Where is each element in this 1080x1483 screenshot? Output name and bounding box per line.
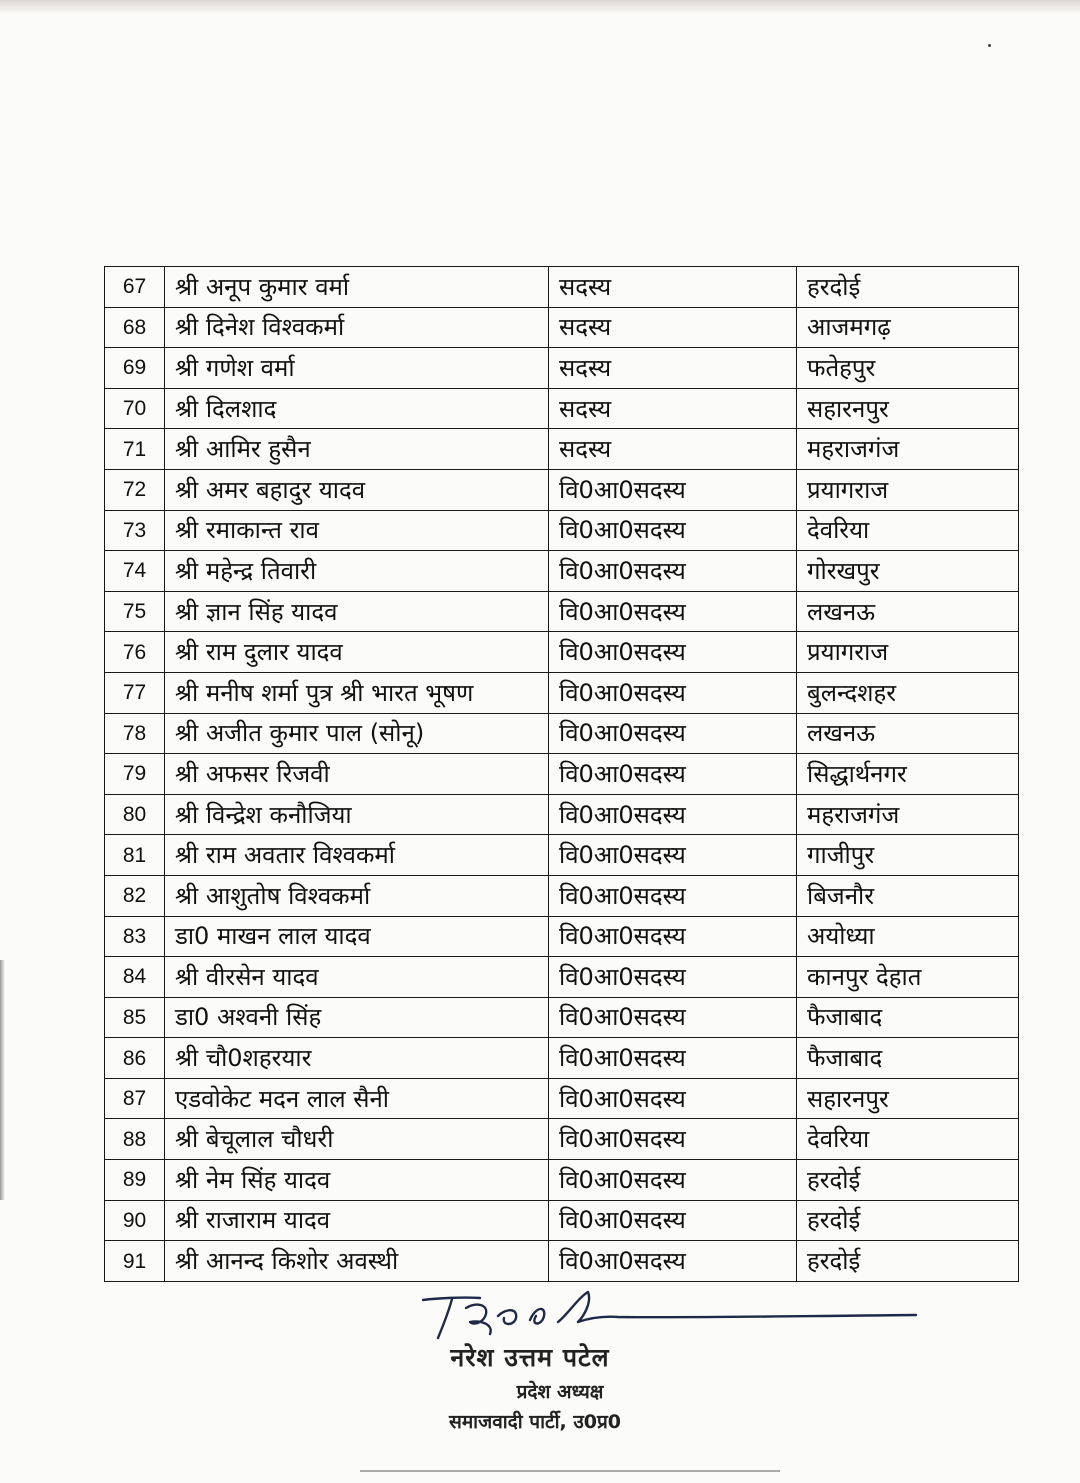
member-name-cell: श्री महेन्द्र तिवारी xyxy=(165,551,549,592)
table-row xyxy=(105,957,1019,998)
member-post-cell: सदस्य xyxy=(549,429,797,470)
table-row xyxy=(105,469,1019,510)
member-post-cell: वि0आ0सदस्य xyxy=(549,551,797,592)
member-post-cell: वि0आ0सदस्य xyxy=(549,916,797,957)
table-row xyxy=(105,875,1019,916)
serial-number-cell: 69 xyxy=(105,348,165,389)
serial-number-cell: 91 xyxy=(105,1241,165,1282)
member-post-cell: सदस्य xyxy=(549,388,797,429)
serial-number-cell: 71 xyxy=(105,429,165,470)
member-post-cell: वि0आ0सदस्य xyxy=(549,997,797,1038)
member-name-cell: एडवोकेट मदन लाल सैनी xyxy=(165,1078,549,1119)
serial-number-cell: 81 xyxy=(105,835,165,876)
table-row xyxy=(105,1241,1019,1282)
serial-number-cell: 88 xyxy=(105,1119,165,1160)
district-cell: लखनऊ xyxy=(797,591,1019,632)
table-row xyxy=(105,713,1019,754)
member-post-cell: वि0आ0सदस्य xyxy=(549,875,797,916)
district-cell: कानपुर देहात xyxy=(797,957,1019,998)
member-name-cell: श्री आमिर हुसैन xyxy=(165,429,549,470)
table-row xyxy=(105,551,1019,592)
district-cell: आजमगढ़ xyxy=(797,307,1019,348)
member-name-cell: श्री दिलशाद xyxy=(165,388,549,429)
member-post-cell: वि0आ0सदस्य xyxy=(549,1038,797,1079)
member-name-cell: श्री विन्द्रेश कनौजिया xyxy=(165,794,549,835)
table-row xyxy=(105,672,1019,713)
paper-speck xyxy=(988,44,991,47)
district-cell: देवरिया xyxy=(797,1119,1019,1160)
district-cell: फैजाबाद xyxy=(797,997,1019,1038)
member-name-cell: श्री अमर बहादुर यादव xyxy=(165,469,549,510)
table-row xyxy=(105,348,1019,389)
member-post-cell: वि0आ0सदस्य xyxy=(549,835,797,876)
serial-number-cell: 84 xyxy=(105,957,165,998)
member-name-cell: श्री ज्ञान सिंह यादव xyxy=(165,591,549,632)
serial-number-cell: 80 xyxy=(105,794,165,835)
signatory-name: नरेश उत्तम पटेल xyxy=(450,1343,610,1372)
member-post-cell: वि0आ0सदस्य xyxy=(549,510,797,551)
member-list-table xyxy=(104,266,1019,1282)
member-post-cell: सदस्य xyxy=(549,267,797,308)
member-name-cell: श्री गणेश वर्मा xyxy=(165,348,549,389)
member-name-cell: श्री आशुतोष विश्वकर्मा xyxy=(165,875,549,916)
serial-number-cell: 67 xyxy=(105,267,165,308)
district-cell: प्रयागराज xyxy=(797,632,1019,673)
member-name-cell: श्री दिनेश विश्वकर्मा xyxy=(165,307,549,348)
member-post-cell: सदस्य xyxy=(549,307,797,348)
table-row xyxy=(105,1160,1019,1201)
member-post-cell: वि0आ0सदस्य xyxy=(549,957,797,998)
signature-block xyxy=(400,1340,660,1434)
serial-number-cell: 85 xyxy=(105,997,165,1038)
district-cell: हरदोई xyxy=(797,1160,1019,1201)
member-post-cell: वि0आ0सदस्य xyxy=(549,1119,797,1160)
district-cell: सहारनपुर xyxy=(797,1078,1019,1119)
member-name-cell: श्री राम दुलार यादव xyxy=(165,632,549,673)
scan-edge-shadow-left xyxy=(0,960,5,1200)
serial-number-cell: 83 xyxy=(105,916,165,957)
serial-number-cell: 89 xyxy=(105,1160,165,1201)
district-cell: फैजाबाद xyxy=(797,1038,1019,1079)
member-name-cell: श्री अफसर रिजवी xyxy=(165,754,549,795)
district-cell: लखनऊ xyxy=(797,713,1019,754)
table-row xyxy=(105,267,1019,308)
table-row xyxy=(105,1200,1019,1241)
district-cell: प्रयागराज xyxy=(797,469,1019,510)
table-row xyxy=(105,429,1019,470)
district-cell: हरदोई xyxy=(797,1200,1019,1241)
member-post-cell: वि0आ0सदस्य xyxy=(549,469,797,510)
member-post-cell: वि0आ0सदस्य xyxy=(549,1078,797,1119)
member-post-cell: सदस्य xyxy=(549,348,797,389)
member-post-cell: वि0आ0सदस्य xyxy=(549,1241,797,1282)
member-name-cell: श्री रमाकान्त राव xyxy=(165,510,549,551)
member-name-cell: श्री बेचूलाल चौधरी xyxy=(165,1119,549,1160)
member-name-cell: डा0 अश्वनी सिंह xyxy=(165,997,549,1038)
scan-edge-shadow xyxy=(0,0,1080,14)
serial-number-cell: 74 xyxy=(105,551,165,592)
table-row xyxy=(105,1119,1019,1160)
table-row xyxy=(105,632,1019,673)
table-row xyxy=(105,307,1019,348)
district-cell: महराजगंज xyxy=(797,429,1019,470)
member-post-cell: वि0आ0सदस्य xyxy=(549,1200,797,1241)
table-row xyxy=(105,1078,1019,1119)
serial-number-cell: 73 xyxy=(105,510,165,551)
district-cell: हरदोई xyxy=(797,1241,1019,1282)
member-name-cell: श्री मनीष शर्मा पुत्र श्री भारत भूषण xyxy=(165,672,549,713)
serial-number-cell: 78 xyxy=(105,713,165,754)
district-cell: हरदोई xyxy=(797,267,1019,308)
table-row xyxy=(105,754,1019,795)
serial-number-cell: 79 xyxy=(105,754,165,795)
member-post-cell: वि0आ0सदस्य xyxy=(549,591,797,632)
member-name-cell: डा0 माखन लाल यादव xyxy=(165,916,549,957)
serial-number-cell: 75 xyxy=(105,591,165,632)
district-cell: सहारनपुर xyxy=(797,388,1019,429)
table-row xyxy=(105,916,1019,957)
table-row xyxy=(105,794,1019,835)
serial-number-cell: 86 xyxy=(105,1038,165,1079)
member-post-cell: वि0आ0सदस्य xyxy=(549,672,797,713)
serial-number-cell: 76 xyxy=(105,632,165,673)
member-post-cell: वि0आ0सदस्य xyxy=(549,1160,797,1201)
member-post-cell: वि0आ0सदस्य xyxy=(549,794,797,835)
signatory-title: प्रदेश अध्यक्ष xyxy=(516,1381,604,1403)
member-name-cell: श्री अनूप कुमार वर्मा xyxy=(165,267,549,308)
member-post-cell: वि0आ0सदस्य xyxy=(549,754,797,795)
district-cell: गोरखपुर xyxy=(797,551,1019,592)
table-row xyxy=(105,997,1019,1038)
member-name-cell: श्री अजीत कुमार पाल (सोनू) xyxy=(165,713,549,754)
table-row xyxy=(105,591,1019,632)
table-row xyxy=(105,388,1019,429)
member-name-cell: श्री नेम सिंह यादव xyxy=(165,1160,549,1201)
district-cell: फतेहपुर xyxy=(797,348,1019,389)
serial-number-cell: 87 xyxy=(105,1078,165,1119)
member-post-cell: वि0आ0सदस्य xyxy=(549,632,797,673)
member-name-cell: श्री राम अवतार विश्वकर्मा xyxy=(165,835,549,876)
district-cell: गाजीपुर xyxy=(797,835,1019,876)
serial-number-cell: 90 xyxy=(105,1200,165,1241)
serial-number-cell: 70 xyxy=(105,388,165,429)
district-cell: बिजनौर xyxy=(797,875,1019,916)
table-row xyxy=(105,835,1019,876)
member-name-cell: श्री वीरसेन यादव xyxy=(165,957,549,998)
member-post-cell: वि0आ0सदस्य xyxy=(549,713,797,754)
serial-number-cell: 77 xyxy=(105,672,165,713)
district-cell: देवरिया xyxy=(797,510,1019,551)
member-name-cell: श्री आनन्द किशोर अवस्थी xyxy=(165,1241,549,1282)
district-cell: सिद्धार्थनगर xyxy=(797,754,1019,795)
table-row xyxy=(105,1038,1019,1079)
member-name-cell: श्री चौ0शहरयार xyxy=(165,1038,549,1079)
table-row xyxy=(105,510,1019,551)
serial-number-cell: 68 xyxy=(105,307,165,348)
member-name-cell: श्री राजाराम यादव xyxy=(165,1200,549,1241)
district-cell: बुलन्दशहर xyxy=(797,672,1019,713)
district-cell: महराजगंज xyxy=(797,794,1019,835)
district-cell: अयोध्या xyxy=(797,916,1019,957)
member-list-body xyxy=(105,267,1019,1282)
scan-bottom-mark xyxy=(360,1470,780,1472)
serial-number-cell: 72 xyxy=(105,469,165,510)
serial-number-cell: 82 xyxy=(105,875,165,916)
signatory-organization: समाजवादी पार्टी, उ0प्र0 xyxy=(448,1411,622,1433)
